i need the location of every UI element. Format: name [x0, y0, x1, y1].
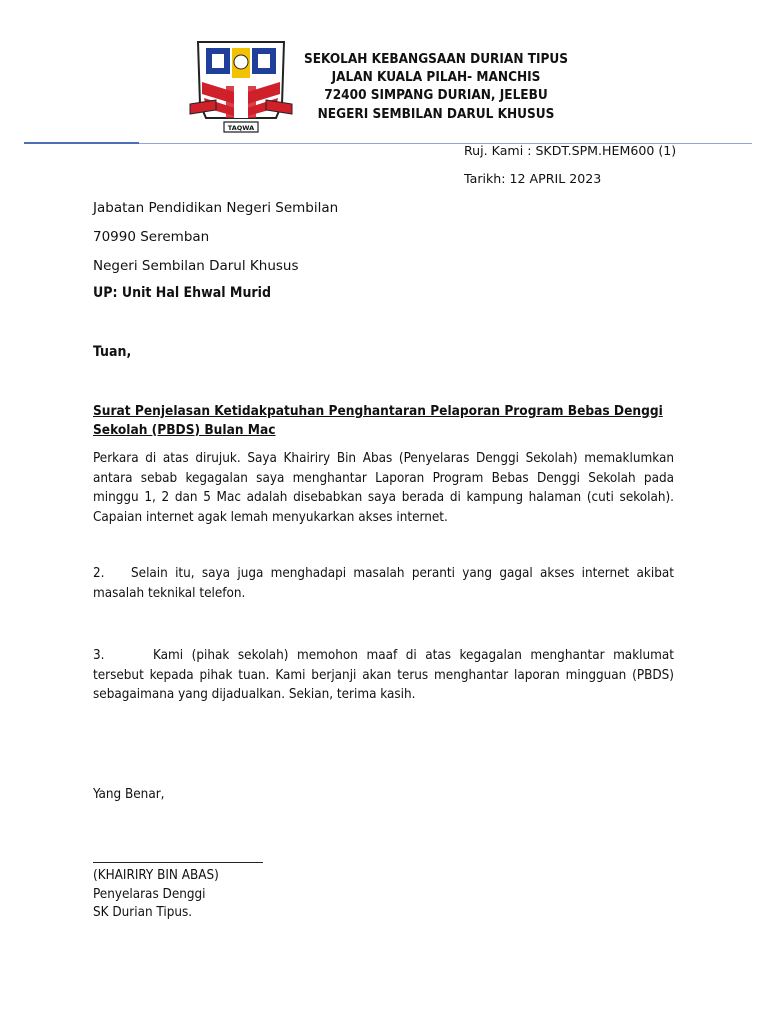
- signatory-name: (KHAIRIRY BIN ABAS): [93, 868, 219, 883]
- letter-subject: Surat Penjelasan Ketidakpatuhan Penghantaran Pelaporan Program Bebas Denggi Sekolah (PBDS) Bulan Mac: [93, 403, 663, 438]
- recipient-line3: Negeri Sembilan Darul Khusus: [93, 258, 299, 274]
- signature-block: [93, 867, 219, 923]
- school-address-line1: JALAN KUALA PILAH- MANCHIS: [331, 69, 541, 86]
- letter-date: Tarikh: 12 APRIL 2023: [464, 171, 602, 186]
- paragraph-2-number: 2.: [93, 566, 105, 581]
- signature-line: [93, 862, 263, 863]
- paragraph-2-text: Selain itu, saya juga menghadapi masalah peranti yang gagal akses internet akibat masalah teknikal telefon.: [93, 566, 674, 601]
- signatory-org: SK Durian Tipus.: [93, 905, 193, 920]
- signatory-title: Penyelaras Denggi: [93, 886, 206, 902]
- paragraph-3: [93, 646, 674, 705]
- header-divider-accent: [24, 142, 139, 144]
- recipient-line1: Jabatan Pendidikan Negeri Sembilan: [93, 200, 339, 216]
- recipient-address: [93, 200, 338, 287]
- reference-block: [464, 143, 676, 199]
- paragraph-2: [93, 564, 674, 603]
- attention-line: UP: Unit Hal Ehwal Murid: [93, 285, 271, 301]
- closing: Yang Benar,: [93, 787, 165, 802]
- school-letterhead: [300, 50, 572, 123]
- svg-text:TAQWA: TAQWA: [227, 124, 255, 132]
- school-address-line2: 72400 SIMPANG DURIAN, JELEBU: [324, 87, 548, 104]
- salutation: Tuan,: [93, 344, 132, 360]
- recipient-line2: 70990 Seremban: [93, 229, 210, 245]
- school-address-line3: NEGERI SEMBILAN DARUL KHUSUS: [317, 105, 555, 122]
- school-crest-logo: [186, 34, 296, 134]
- reference-number: Ruj. Kami : SKDT.SPM.HEM600 (1): [464, 143, 677, 158]
- paragraph-1: Perkara di atas dirujuk. Saya Khairiry Bin Abas (Penyelaras Denggi Sekolah) memaklumkan antara sebab kegagalan saya menghantar Laporan Program Bebas Denggi Sekolah pada minggu 1, 2 dan 5 Mac adalah disebabkan saya berada di kampung halaman (cuti sekolah). Capaian internet agak lemah menyukarkan akses internet.: [93, 451, 674, 525]
- paragraph-3-number: 3.: [93, 648, 105, 663]
- paragraph-3-text: Kami (pihak sekolah) memohon maaf di atas kegagalan menghantar maklumat tersebut kepada pihak tuan. Kami berjanji akan terus menghantar laporan mingguan (PBDS) sebagaimana yang dijadualkan. Sekian, terima kasih.: [93, 648, 674, 702]
- school-name: SEKOLAH KEBANGSAAN DURIAN TIPUS: [303, 51, 569, 67]
